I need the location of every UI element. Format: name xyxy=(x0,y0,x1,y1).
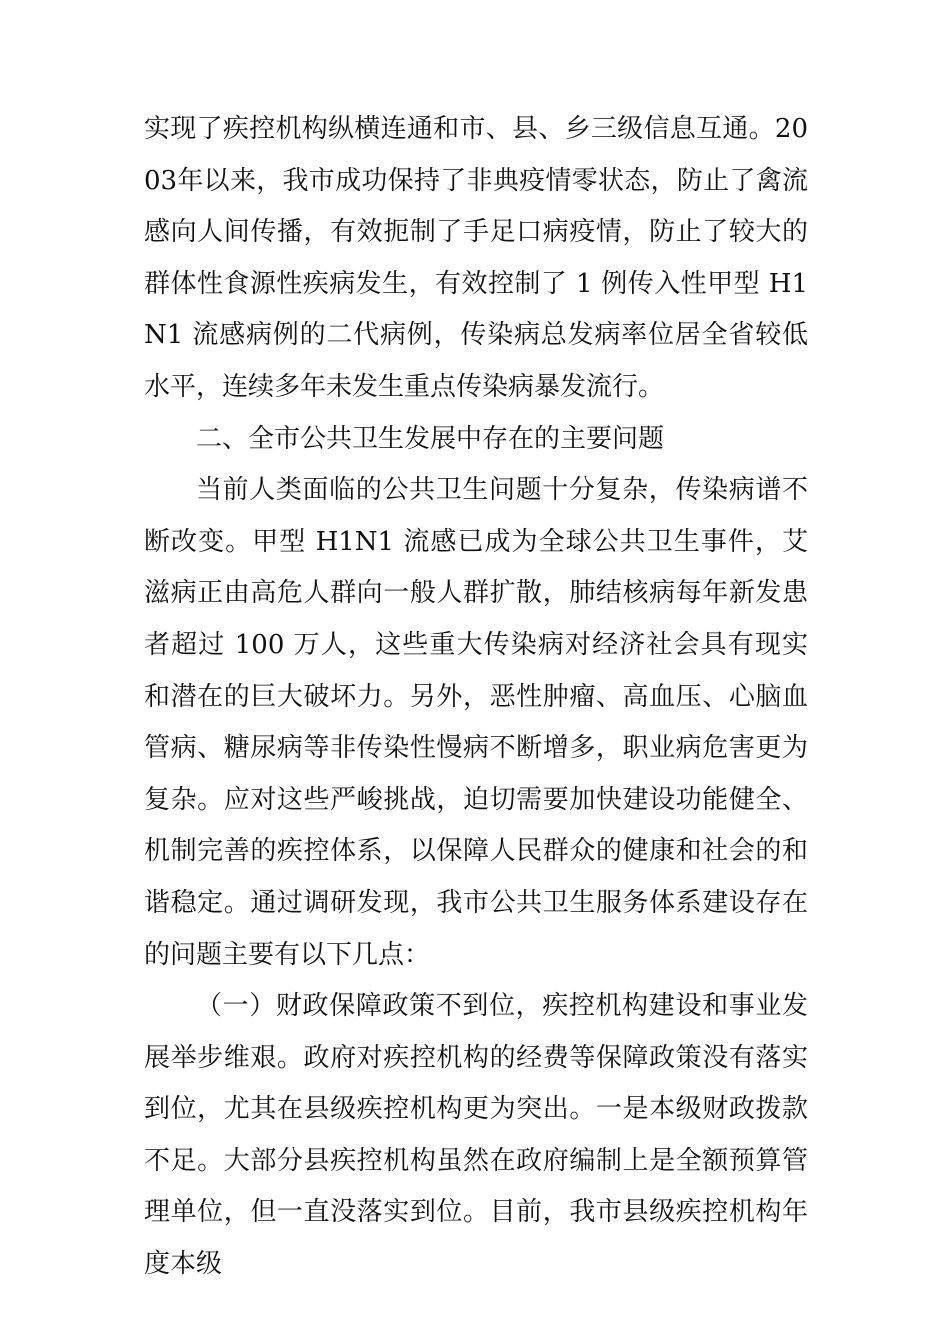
section-heading: 二、全市公共卫生发展中存在的主要问题 xyxy=(196,423,665,454)
paragraph-problems-intro: 当前人类面临的公共卫生问题十分复杂，传染病谱不断改变。甲型 H1N1 流感已成为全球公共卫生事件，艾滋病正由高危人群向一般人群扩散，肺结核病每年新发患者超过 100 万人，这些重大传染病对经济社会具有现实和潜在的巨大破坏力。另外，恶性肿瘤、高血压、心脑血管病、糖尿病等非传染性慢病不断增多，职业病危害更为复杂。应对这些严峻挑战，迫切需要加快建设功能健全、机制完善的疾控体系，以保障人民群众的健康和社会的和谐稳定。通过调研发现，我市公共卫生服务体系建设存在的问题主要有以下几点： xyxy=(144,475,808,970)
document-body xyxy=(144,104,808,1291)
paragraph-finance-issue: （一）财政保障政策不到位，疾控机构建设和事业发展举步维艰。政府对疾控机构的经费等保障政策没有落实到位，尤其在县级疾控机构更为突出。一是本级财政拨款不足。大部分县疾控机构虽然在政府编制上是全额预算管理单位，但一直没落实到位。目前，我市县级疾控机构年度本级 xyxy=(144,991,808,1280)
paragraph-continuation: 实现了疾控机构纵横连通和市、县、乡三级信息互通。2003年以来，我市成功保持了非典疫情零状态，防止了禽流感向人间传播，有效扼制了手足口病疫情，防止了较大的群体性食源性疾病发生，有效控制了 1 例传入性甲型 H1N1 流感病例的二代病例，传染病总发病率位居全省较低水平，连续多年未发生重点传染病暴发流行。 xyxy=(144,114,808,402)
